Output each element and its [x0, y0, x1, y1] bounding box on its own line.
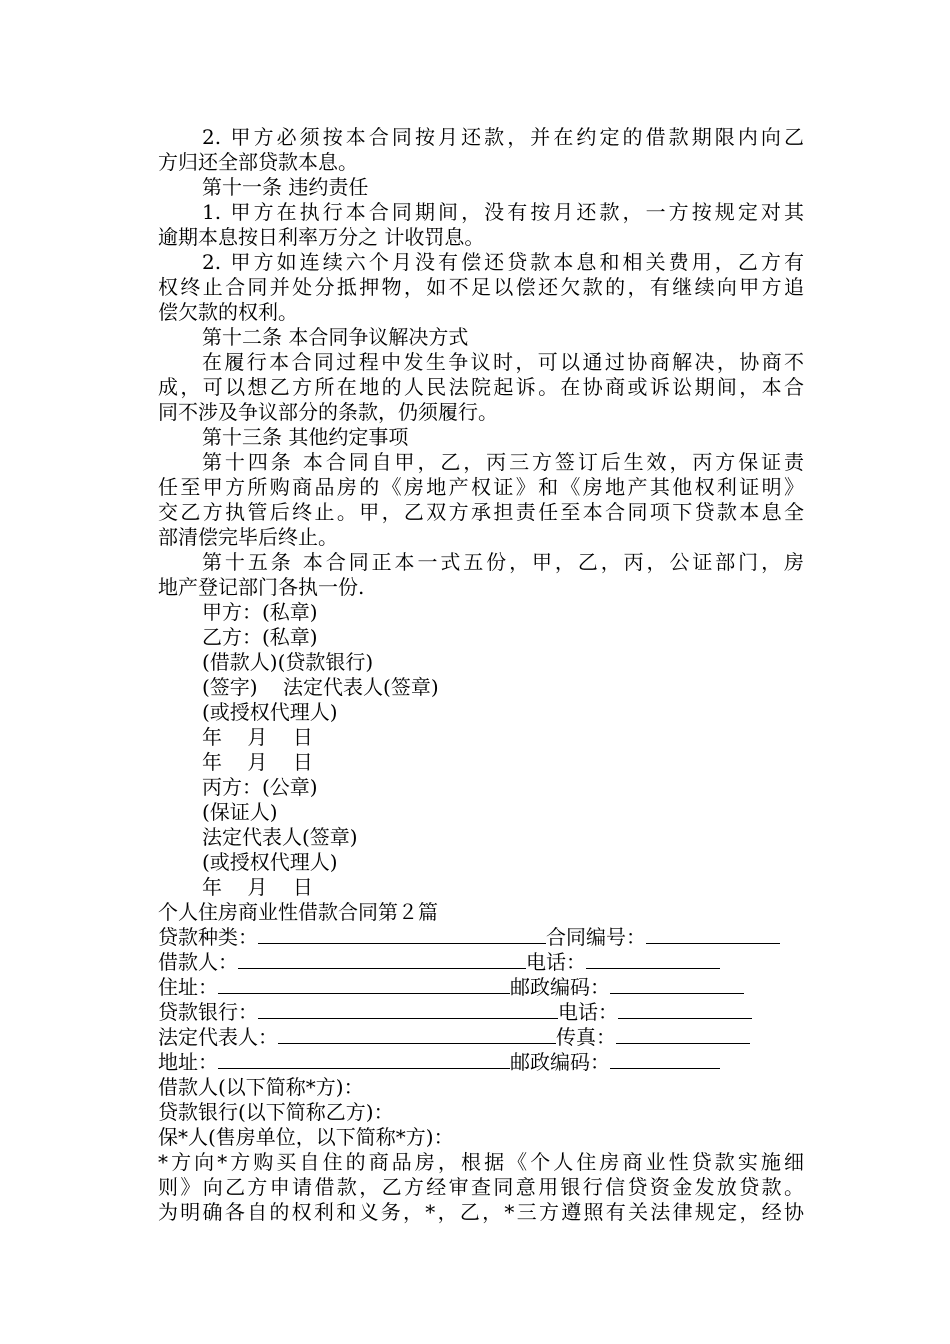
text-line: 偿欠款的权利。	[158, 300, 298, 324]
signature-guarantor: (保证人)	[202, 800, 278, 824]
addr2-field[interactable]	[218, 1050, 510, 1069]
contract-no-field[interactable]	[646, 925, 780, 944]
text-line: 为明确各自的权利和义务，*，乙，*三方遵照有关法律规定，经协	[158, 1200, 804, 1224]
section-heading: 第十三条 其他约定事项	[202, 425, 409, 449]
signature-party-a: 甲方：(私章)	[202, 600, 318, 624]
signature-roles: (借款人)(贷款银行)	[202, 650, 374, 674]
text-line: 地产登记部门各执一份.	[158, 575, 365, 599]
signature-agent: (或授权代理人)	[202, 700, 338, 724]
text-line: *方向*方购买自住的商品房，根据《个人住房商业性贷款实施细	[158, 1150, 804, 1174]
legal-rep-field[interactable]	[278, 1025, 556, 1044]
signature-date: 年 月 日	[202, 725, 313, 749]
postcode-field[interactable]	[610, 975, 744, 994]
section-heading: 第十一条 违约责任	[202, 175, 369, 199]
text-line: 在履行本合同过程中发生争议时，可以通过协商解决，协商不	[202, 350, 804, 374]
phone2-label: 电话：	[558, 1000, 618, 1024]
form-row-loan-type	[158, 925, 780, 949]
text-line: 成，可以想乙方所在地的人民法院起诉。在协商或诉讼期间，本合	[158, 375, 804, 399]
phone2-field[interactable]	[618, 1000, 752, 1019]
signature-agent: (或授权代理人)	[202, 850, 338, 874]
address-field[interactable]	[218, 975, 510, 994]
form-row-address	[158, 975, 744, 999]
text-line: 交乙方执管后终止。甲，乙双方承担责任至本合同项下贷款本息全	[158, 500, 804, 524]
text-line: 1. 甲方在执行本合同期间，没有按月还款，一方按规定对其	[202, 200, 804, 224]
text-line: 方归还全部贷款本息。	[158, 150, 358, 174]
party-guarantor: 保*人(售房单位，以下简称*方)：	[158, 1125, 454, 1149]
contract-no-label: 合同编号：	[546, 925, 646, 949]
bank-label: 贷款银行：	[158, 1000, 258, 1024]
signature-party-c: 丙方：(公章)	[202, 775, 318, 799]
fax-label: 传真：	[556, 1025, 616, 1049]
signature-date: 年 月 日	[202, 875, 313, 899]
text-line: 任至甲方所购商品房的《房地产权证》和《房地产其他权利证明》	[158, 475, 804, 499]
address-label: 住址：	[158, 975, 218, 999]
text-line: 则》向乙方申请借款，乙方经审查同意用银行信贷资金发放贷款。	[158, 1175, 804, 1199]
legal-rep-label: 法定代表人：	[158, 1025, 278, 1049]
text-line: 第十四条 本合同自甲，乙，丙三方签订后生效，丙方保证责	[202, 450, 804, 474]
text-line: 同不涉及争议部分的条款，仍须履行。	[158, 400, 498, 424]
form-row-address2	[158, 1050, 720, 1074]
postcode2-field[interactable]	[610, 1050, 720, 1069]
text-line: 权终止合同并处分抵押物，如不足以偿还欠款的，有继续向甲方追	[158, 275, 804, 299]
signature-legal-rep: 法定代表人(签章)	[202, 825, 358, 849]
signature-date: 年 月 日	[202, 750, 313, 774]
text-line: 逾期本息按日利率万分之 计收罚息。	[158, 225, 485, 249]
postcode-label: 邮政编码：	[510, 975, 610, 999]
phone-field[interactable]	[586, 950, 720, 969]
section-heading: 第十二条 本合同争议解决方式	[202, 325, 469, 349]
bank-field[interactable]	[258, 1000, 558, 1019]
form-row-legal-rep	[158, 1025, 750, 1049]
borrower-field[interactable]	[238, 950, 526, 969]
text-line: 第十五条 本合同正本一式五份，甲，乙，丙，公证部门，房	[202, 550, 804, 574]
addr2-label: 地址：	[158, 1050, 218, 1074]
text-line: 部清偿完毕后终止。	[158, 525, 338, 549]
loan-type-field[interactable]	[258, 925, 546, 944]
signature-roles: (签字) 法定代表人(签章)	[202, 675, 439, 699]
party-bank: 贷款银行(以下简称乙方)：	[158, 1100, 394, 1124]
text-line: 2. 甲方必须按本合同按月还款，并在约定的借款期限内向乙	[202, 125, 804, 149]
loan-type-label: 贷款种类：	[158, 925, 258, 949]
text-line: 2. 甲方如连续六个月没有偿还贷款本息和相关费用，乙方有	[202, 250, 804, 274]
borrower-label: 借款人：	[158, 950, 238, 974]
form-row-borrower	[158, 950, 720, 974]
phone-label: 电话：	[526, 950, 586, 974]
document-title: 个人住房商业性借款合同第２篇	[158, 900, 438, 924]
postcode2-label: 邮政编码：	[510, 1050, 610, 1074]
fax-field[interactable]	[616, 1025, 750, 1044]
party-borrower: 借款人(以下简称*方)：	[158, 1075, 364, 1099]
signature-party-b: 乙方：(私章)	[202, 625, 318, 649]
form-row-bank	[158, 1000, 752, 1024]
